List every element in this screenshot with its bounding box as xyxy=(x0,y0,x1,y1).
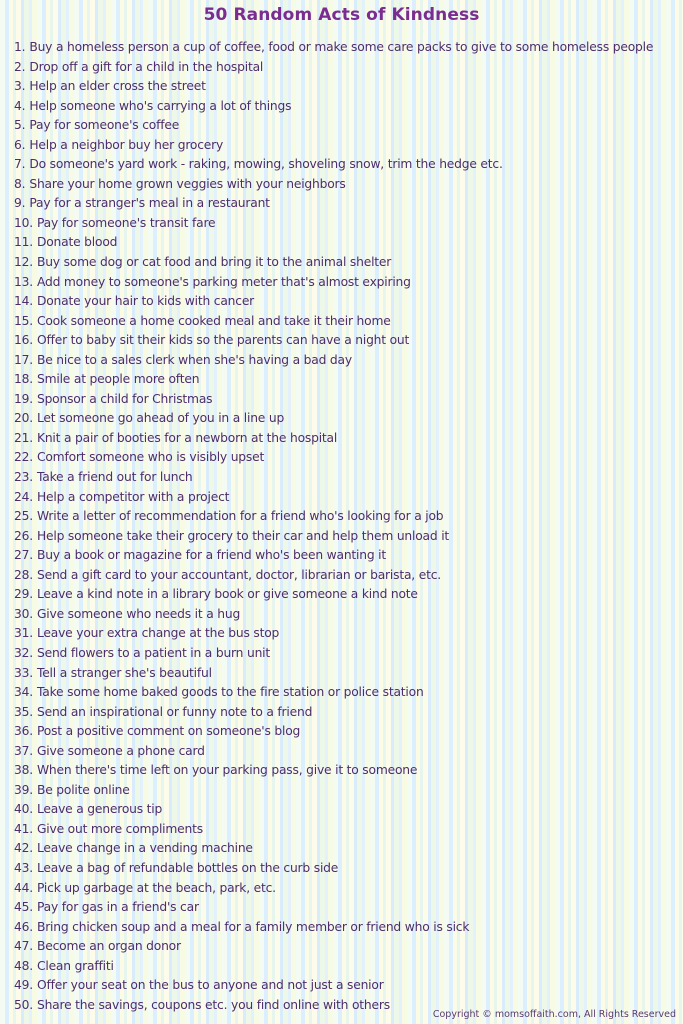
list-item xyxy=(14,273,653,293)
item-number: 29. xyxy=(14,587,33,602)
item-number: 22. xyxy=(14,450,33,465)
item-text: Leave your extra change at the bus stop xyxy=(36,626,280,641)
list-item xyxy=(14,233,653,253)
list-item xyxy=(14,820,653,840)
item-number: 3. xyxy=(14,79,26,94)
item-number: 31. xyxy=(14,626,33,641)
item-text: Leave a generous tip xyxy=(36,802,163,817)
item-text: Leave a kind note in a library book or give someone a kind note xyxy=(36,587,418,602)
item-number: 46. xyxy=(14,919,33,934)
item-text: Send flowers to a patient in a burn unit xyxy=(36,645,271,660)
item-number: 14. xyxy=(14,294,33,309)
item-number: 9. xyxy=(14,196,26,211)
list-item xyxy=(14,879,653,899)
item-text: Let someone go ahead of you in a line up xyxy=(36,411,285,426)
list-item xyxy=(14,664,653,684)
list-item xyxy=(14,292,653,312)
item-number: 35. xyxy=(14,704,33,719)
item-number: 6. xyxy=(14,137,26,152)
item-number: 18. xyxy=(14,372,33,387)
list-item xyxy=(14,761,653,781)
list-item xyxy=(14,957,653,977)
list-item xyxy=(14,742,653,762)
item-number: 33. xyxy=(14,665,33,680)
item-number: 25. xyxy=(14,509,33,524)
list-item xyxy=(14,429,653,449)
page-title: 50 Random Acts of Kindness xyxy=(203,5,480,25)
item-number: 42. xyxy=(14,841,33,856)
item-number: 45. xyxy=(14,900,33,915)
item-text: When there's time left on your parking pass, give it to someone xyxy=(36,763,418,778)
item-number: 37. xyxy=(14,743,33,758)
item-number: 4. xyxy=(14,98,26,113)
item-number: 23. xyxy=(14,470,33,485)
item-text: Donate blood xyxy=(36,235,118,250)
item-number: 13. xyxy=(14,274,33,289)
item-text: Give out more compliments xyxy=(36,821,203,836)
item-text: Tell a stranger she's beautiful xyxy=(36,665,212,680)
list-item xyxy=(14,800,653,820)
list-item xyxy=(14,214,653,234)
item-number: 19. xyxy=(14,391,33,406)
list-item xyxy=(14,312,653,332)
list-item xyxy=(14,859,653,879)
list-item xyxy=(14,976,653,996)
item-text: Donate your hair to kids with cancer xyxy=(36,294,255,309)
item-text: Take a friend out for lunch xyxy=(36,470,193,485)
item-text: Give someone who needs it a hug xyxy=(36,606,241,621)
item-number: 36. xyxy=(14,724,33,739)
item-text: Be polite online xyxy=(36,782,130,797)
kindness-list xyxy=(14,38,653,1015)
item-text: Pay for gas in a friend's car xyxy=(36,900,199,915)
list-item xyxy=(14,331,653,351)
list-item xyxy=(14,566,653,586)
list-item xyxy=(14,624,653,644)
item-number: 30. xyxy=(14,606,33,621)
list-item xyxy=(14,77,653,97)
item-number: 10. xyxy=(14,215,33,230)
item-number: 21. xyxy=(14,430,33,445)
list-item xyxy=(14,58,653,78)
item-text: Leave change in a vending machine xyxy=(36,841,253,856)
item-text: Help someone who's carrying a lot of things xyxy=(29,98,292,113)
item-text: Become an organ donor xyxy=(36,939,181,954)
item-text: Share your home grown veggies with your neighbors xyxy=(29,176,346,191)
list-item xyxy=(14,448,653,468)
item-number: 11. xyxy=(14,235,33,250)
item-number: 39. xyxy=(14,782,33,797)
list-item xyxy=(14,390,653,410)
item-text: Post a positive comment on someone's blog xyxy=(36,724,301,739)
list-item xyxy=(14,253,653,273)
item-text: Drop off a gift for a child in the hospital xyxy=(29,59,264,74)
list-item xyxy=(14,488,653,508)
item-number: 26. xyxy=(14,528,33,543)
list-item xyxy=(14,839,653,859)
item-number: 43. xyxy=(14,860,33,875)
list-item xyxy=(14,507,653,527)
list-item xyxy=(14,722,653,742)
item-text: Offer your seat on the bus to anyone and not just a senior xyxy=(36,978,384,993)
item-text: Offer to baby sit their kids so the parents can have a night out xyxy=(36,333,410,348)
item-text: Send a gift card to your accountant, doctor, librarian or barista, etc. xyxy=(36,567,441,582)
list-item xyxy=(14,605,653,625)
item-text: Share the savings, coupons etc. you find online with others xyxy=(36,997,390,1012)
copyright-notice: Copyright © momsoffaith.com, All Rights Reserved xyxy=(432,1009,676,1020)
item-number: 34. xyxy=(14,685,33,700)
item-number: 27. xyxy=(14,548,33,563)
item-text: Buy a book or magazine for a friend who's been wanting it xyxy=(36,548,387,563)
list-item xyxy=(14,155,653,175)
list-item xyxy=(14,683,653,703)
item-text: Comfort someone who is visibly upset xyxy=(36,450,265,465)
list-item xyxy=(14,136,653,156)
item-number: 2. xyxy=(14,59,26,74)
item-number: 50. xyxy=(14,997,33,1012)
item-number: 7. xyxy=(14,157,26,172)
item-number: 5. xyxy=(14,118,26,133)
item-number: 48. xyxy=(14,958,33,973)
list-item xyxy=(14,351,653,371)
list-item xyxy=(14,194,653,214)
item-text: Send an inspirational or funny note to a friend xyxy=(36,704,313,719)
item-text: Buy some dog or cat food and bring it to the animal shelter xyxy=(36,255,392,270)
item-text: Add money to someone's parking meter that's almost expiring xyxy=(36,274,411,289)
item-text: Sponsor a child for Christmas xyxy=(36,391,213,406)
item-text: Write a letter of recommendation for a friend who's looking for a job xyxy=(36,509,444,524)
list-item xyxy=(14,585,653,605)
item-number: 8. xyxy=(14,176,26,191)
list-item xyxy=(14,703,653,723)
list-item xyxy=(14,546,653,566)
item-text: Smile at people more often xyxy=(36,372,200,387)
item-number: 41. xyxy=(14,821,33,836)
item-text: Do someone's yard work - raking, mowing, shoveling snow, trim the hedge etc. xyxy=(29,157,503,172)
item-number: 47. xyxy=(14,939,33,954)
list-item xyxy=(14,468,653,488)
item-number: 28. xyxy=(14,567,33,582)
item-text: Cook someone a home cooked meal and take it their home xyxy=(36,313,391,328)
list-item xyxy=(14,97,653,117)
item-text: Give someone a phone card xyxy=(36,743,205,758)
list-item xyxy=(14,409,653,429)
item-text: Pick up garbage at the beach, park, etc. xyxy=(36,880,276,895)
item-text: Pay for someone's coffee xyxy=(29,118,180,133)
list-item xyxy=(14,781,653,801)
list-item xyxy=(14,175,653,195)
item-text: Take some home baked goods to the fire station or police station xyxy=(36,685,424,700)
item-text: Knit a pair of booties for a newborn at the hospital xyxy=(36,430,338,445)
item-number: 12. xyxy=(14,255,33,270)
item-text: Help an elder cross the street xyxy=(29,79,206,94)
list-item xyxy=(14,527,653,547)
item-text: Clean graffiti xyxy=(36,958,114,973)
item-text: Help a neighbor buy her grocery xyxy=(29,137,224,152)
list-item xyxy=(14,937,653,957)
item-text: Help a competitor with a project xyxy=(36,489,230,504)
list-item xyxy=(14,644,653,664)
item-number: 15. xyxy=(14,313,33,328)
item-number: 1. xyxy=(14,40,26,54)
item-text: Buy a homeless person a cup of coffee, food or make some care packs to give to some homeless people xyxy=(29,40,654,54)
item-text: Help someone take their grocery to their car and help them unload it xyxy=(36,528,450,543)
item-number: 38. xyxy=(14,763,33,778)
item-number: 16. xyxy=(14,333,33,348)
item-number: 17. xyxy=(14,352,33,367)
item-number: 40. xyxy=(14,802,33,817)
item-text: Pay for someone's transit fare xyxy=(36,215,216,230)
list-item xyxy=(14,898,653,918)
item-text: Pay for a stranger's meal in a restaurant xyxy=(29,196,270,211)
list-item xyxy=(14,38,653,58)
list-item xyxy=(14,918,653,938)
item-number: 49. xyxy=(14,978,33,993)
list-item xyxy=(14,370,653,390)
item-text: Be nice to a sales clerk when she's having a bad day xyxy=(36,352,352,367)
item-text: Bring chicken soup and a meal for a family member or friend who is sick xyxy=(36,919,470,934)
list-item xyxy=(14,116,653,136)
item-number: 24. xyxy=(14,489,33,504)
item-number: 44. xyxy=(14,880,33,895)
item-number: 32. xyxy=(14,645,33,660)
item-number: 20. xyxy=(14,411,33,426)
item-text: Leave a bag of refundable bottles on the curb side xyxy=(36,860,339,875)
